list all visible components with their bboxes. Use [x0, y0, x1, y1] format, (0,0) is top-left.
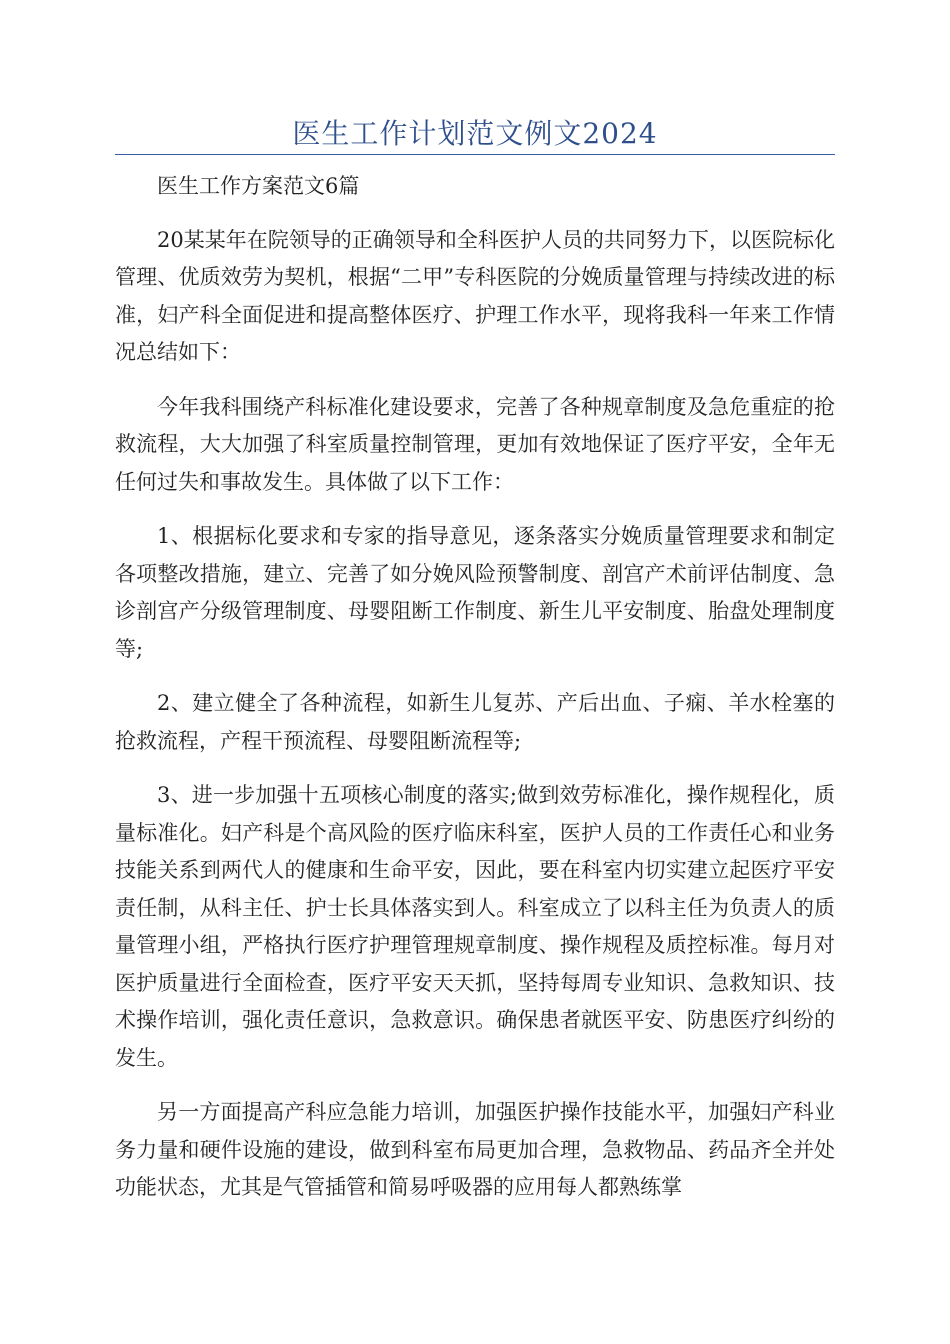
title-underline: [115, 154, 835, 155]
paragraph: 2、建立健全了各种流程，如新生儿复苏、产后出血、子痫、羊水栓塞的抢救流程，产程干预流程、母婴阻断流程等;: [115, 691, 835, 753]
paragraph: 3、进一步加强十五项核心制度的落实;做到效劳标准化，操作规程化，质量标准化。妇产科是个高风险的医疗临床科室，医护人员的工作责任心和业务技能关系到两代人的健康和生命平安，因此，要在科室内切实建立起医疗平安责任制，从科主任、护士长具体落实到人。科室成立了以科主任为负责人的质量管理小组，严格执行医疗护理管理规章制度、操作规程及质控标准。每月对医护质量进行全面检查，医疗平安天天抓，坚持每周专业知识、急救知识、技术操作培训，强化责任意识，急救意识。确保患者就医平安、防患医疗纠纷的发生。: [115, 783, 835, 1070]
paragraph: 另一方面提高产科应急能力培训，加强医护操作技能水平，加强妇产科业务力量和硬件设施的建设，做到科室布局更加合理，急救物品、药品齐全并处功能状态，尤其是气管插管和简易呼吸器的应用每人都熟练掌: [115, 1100, 835, 1199]
document-title: 医生工作计划范文例文2024: [292, 117, 658, 150]
document-subtitle: 医生工作方案范文6篇: [157, 174, 360, 198]
document-body: [115, 168, 835, 1224]
paragraph: 1、根据标化要求和专家的指导意见，逐条落实分娩质量管理要求和制定各项整改措施，建立、完善了如分娩风险预警制度、剖宫产术前评估制度、急诊剖宫产分级管理制度、母婴阻断工作制度、新生儿平安制度、胎盘处理制度等;: [115, 524, 835, 661]
paragraph: 20某某年在院领导的正确领导和全科医护人员的共同努力下，以医院标化管理、优质效劳为契机，根据“二甲”专科医院的分娩质量管理与持续改进的标准，妇产科全面促进和提高整体医疗、护理工作水平，现将我科一年来工作情况总结如下：: [115, 227, 835, 364]
paragraph: 今年我科围绕产科标准化建设要求，完善了各种规章制度及急危重症的抢救流程，大大加强了科室质量控制管理，更加有效地保证了医疗平安，全年无任何过失和事故发生。具体做了以下工作：: [115, 394, 835, 494]
